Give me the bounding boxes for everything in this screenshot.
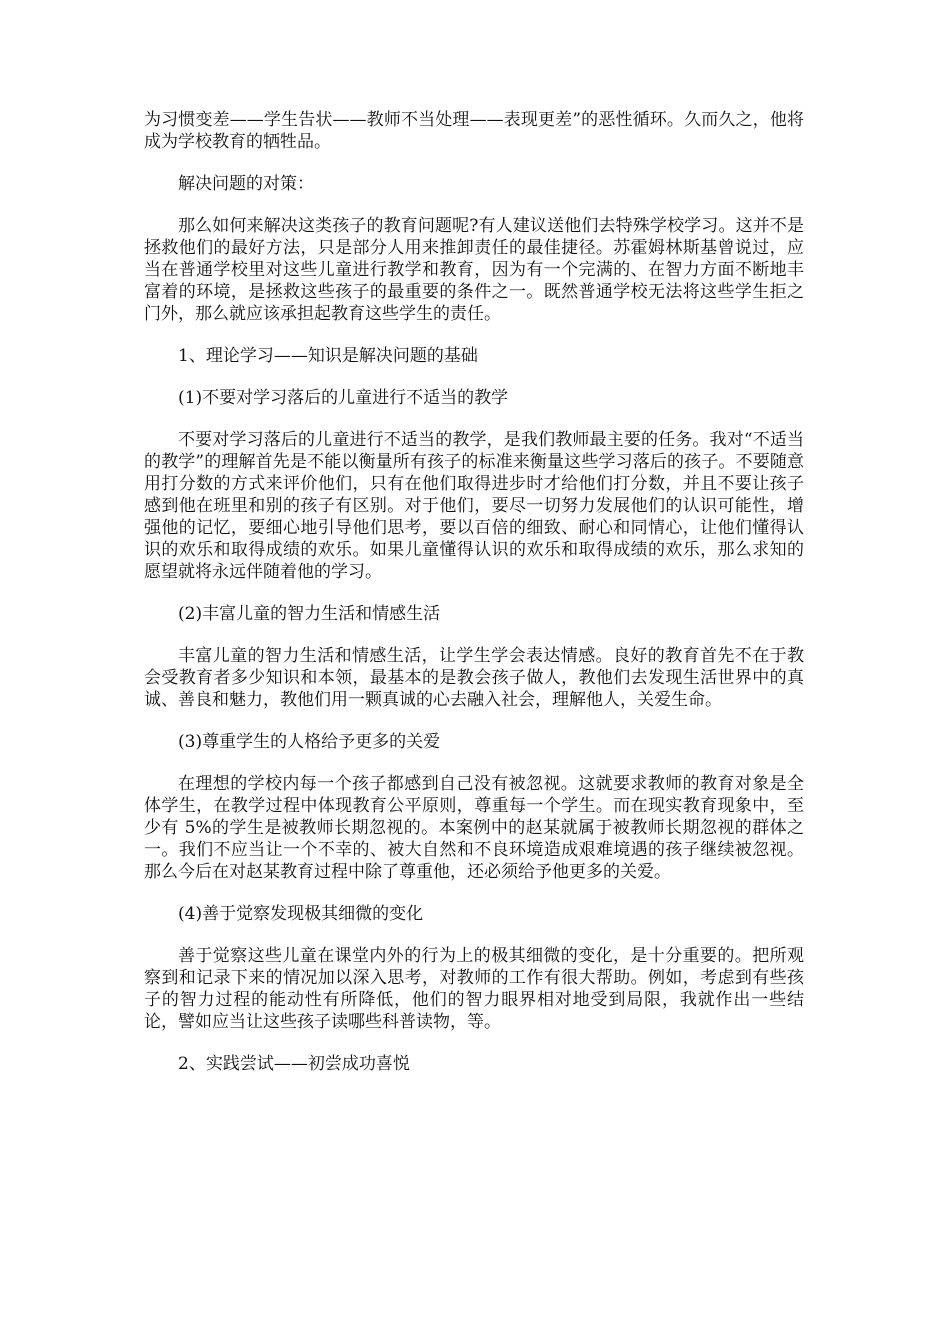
document-body xyxy=(144,109,804,1095)
section-heading: 解决问题的对策： xyxy=(178,174,314,194)
body-paragraph: 不要对学习落后的儿童进行不适当的教学，是我们教师最主要的任务。我对“不适当的教学”的理解首先是不能以衡量所有孩子的标准来衡量这些学习落后的孩子。不要随意用打分数的方式来评价他们，只有在他们取得进步时才给他们打分数，并且不要让孩子感到他在班里和别的孩子有区别。对于他们，要尽一切努力发展他们的认识可能性，增强他的记忆，要细心地引导他们思考，要以百倍的细致、耐心和同情心，让他们懂得认识的欢乐和取得成绩的欢乐。如果儿童懂得认识的欢乐和取得成绩的欢乐，那么求知的愿望就将永远伴随着他的学习。 xyxy=(144,430,804,582)
body-paragraph: 善于觉察这些儿童在课堂内外的行为上的极其细微的变化，是十分重要的。把所观察到和记录下来的情况加以深入思考，对教师的工作有很大帮助。例如，考虑到有些孩子的智力过程的能动性有所降低，他们的智力眼界相对地受到局限，我就作出一些结论，譬如应当让这些孩子读哪些科普读物，等。 xyxy=(144,946,804,1032)
body-paragraph: 那么如何来解决这类孩子的教育问题呢?有人建议送他们去特殊学校学习。这并不是拯救他们的最好方法，只是部分人用来推卸责任的最佳捷径。苏霍姆林斯基曾说过，应当在普通学校里对这些儿童进行教学和教育，因为有一个完满的、在智力方面不断地丰富着的环境，是拯救这些孩子的最重要的条件之一。既然普通学校无法将这些学生拒之门外，那么就应该承担起教育这些学生的责任。 xyxy=(144,216,804,324)
body-paragraph: 在理想的学校内每一个孩子都感到自己没有被忽视。这就要求教师的教育对象是全体学生，在教学过程中体现教育公平原则，尊重每一个学生。而在现实教育现象中，至少有 5%的学生是被教师长期忽视的。本案例中的赵某就属于被教师长期忽视的群体之一。我们不应当让一个不幸的、被大自然和不良环境造成艰难境遇的孩子继续被忽视。那么今后在对赵某教育过程中除了尊重他，还必须给予他更多的关爱。 xyxy=(144,774,804,882)
subsection-heading: (3)尊重学生的人格给予更多的关爱 xyxy=(178,732,441,752)
body-paragraph: 丰富儿童的智力生活和情感生活，让学生学会表达情感。良好的教育首先不在于教会受教育者多少知识和本领，最基本的是教会孩子做人，教他们去发现生活世界中的真诚、善良和魅力，教他们用一颗真诚的心去融入社会，理解他人，关爱生命。 xyxy=(144,646,804,710)
subsection-heading: (4)善于觉察发现极其细微的变化 xyxy=(178,904,424,924)
section-heading: 2、实践尝试——初尝成功喜悦 xyxy=(178,1054,410,1074)
subsection-heading: (2)丰富儿童的智力生活和情感生活 xyxy=(178,604,441,624)
section-heading: 1、理论学习——知识是解决问题的基础 xyxy=(178,346,478,366)
body-paragraph: 为习惯变差——学生告状——教师不当处理——表现更差”的恶性循环。久而久之，他将成为学校教育的牺牲品。 xyxy=(144,110,804,152)
subsection-heading: (1)不要对学习落后的儿童进行不适当的教学 xyxy=(178,388,509,408)
